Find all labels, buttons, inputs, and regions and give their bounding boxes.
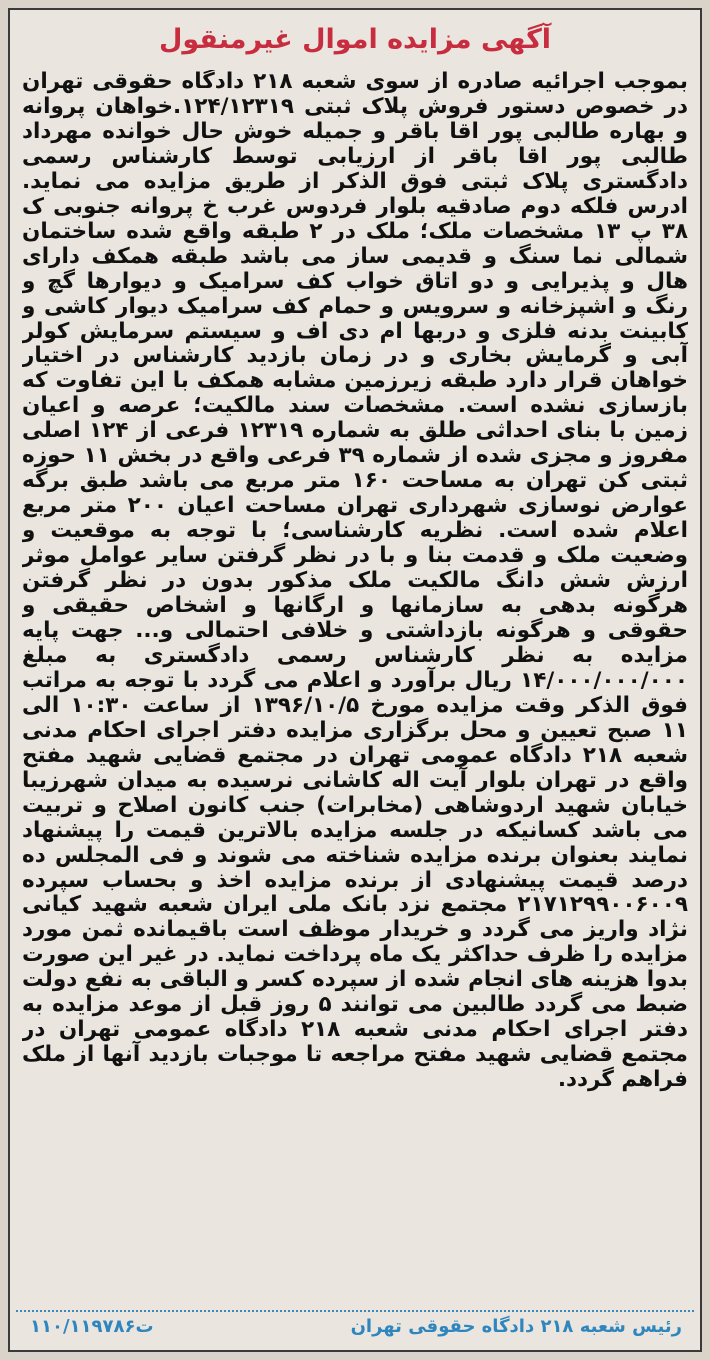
notice-body [22,70,688,1295]
notice-code: ۱۱۰/۱۱۹۷۸۶ت [30,1316,154,1337]
signature: رئیس شعبه ۲۱۸ دادگاه حقوقی تهران [350,1316,682,1337]
footer-divider [16,1310,694,1312]
newspaper-notice [8,8,702,1352]
notice-title: آگهی مزایده اموال غیرمنقول [158,24,552,55]
notice-footer [20,1314,690,1342]
notice-body-text: بموجب اجرائیه صادره از سوی شعبه ۲۱۸ دادگاه حقوقی تهران در خصوص دستور فروش پلاک ثبتی ۱۲۴/۱۲۳۱۹.خواهان پروانه و بهاره طالبی پور اقا باقر و جمیله خوش حال خوانده مهرداد طالبی پور اقا باقر از ارزیابی توسط کارشناس رسمی دادگستری پلاک ثبتی فوق الذکر از طریق مزایده می نماید. ادرس فلکه دوم صادقیه بلوار فردوس غرب خ پروانه جنوبی ک ۳۸ پ ۱۳ مشخصات ملک؛ ملک در ۲ طبقه واقع شده ساختمان شمالی نما سنگ و قدیمی ساز می باشد طبقه همکف دارای هال و پذیرایی و دو اتاق خواب کف سرامیک و دیوارها گچ و رنگ و اشپزخانه و سرویس و حمام کف سرامیک دیوار کاشی و کابینت بدنه فلزی و دربها ام دی اف و سیستم سرمایش کولر آبی و گرمایش بخاری و در زمان بازدید کارشناس در اختیار خواهان قرار دارد طبقه زیرزمین مشابه همکف با این تفاوت که بازسازی نشده است. مشخصات سند مالکیت؛ عرصه و اعیان زمین با بنای احداثی طلق به شماره ۱۲۳۱۹ فرعی از ۱۲۴ اصلی مفروز و مجزی شده از شماره ۳۹ فرعی واقع در بخش ۱۱ حوزه ثبتی کن تهران به مساحت ۱۶۰ متر مربع می باشد طبق برگه عوارض نوسازی شهرداری تهران مساحت اعیان ۲۰۰ متر مربع اعلام شده است. نظریه کارشناسی؛ با توجه به موقعیت و وضعیت ملک و قدمت بنا و با در نظر گرفتن سایر عوامل موثر ارزش شش دانگ مالکیت ملک مذکور بدون در نظر گرفتن هرگونه بدهی به سازمانها و ارگانها و اشخاص حقیقی و حقوقی و هرگونه بازداشتی و خلافی احتمالی و... جهت پایه مزایده به نظر کارشناس رسمی دادگستری به مبلغ ۱۴/۰۰۰/۰۰۰/۰۰۰ ریال برآورد و اعلام می گردد با توجه به مراتب فوق الذکر وقت مزایده مورخ ۱۳۹۶/۱۰/۵ از ساعت ۱۰:۳۰ الی ۱۱ صبح تعیین و محل برگزاری مزایده دفتر اجرای احکام مدنی شعبه ۲۱۸ دادگاه عمومی تهران در مجتمع قضایی شهید مفتح واقع در تهران بلوار آیت اله کاشانی نرسیده به میدان شهرزیبا خیابان شهید اردوشاهی (مخابرات) جنب کانون اصلاح و تربیت می باشد کسانیکه در جلسه مزایده بالاترین قیمت را پیشنهاد نمایند بعنوان برنده مزایده شناخته می شوند و فی المجلس ده درصد قیمت پیشنهادی از برنده مزایده اخذ و بحساب سپرده ۲۱۷۱۲۹۹۰۰۶۰۰۹ مجتمع نزد بانک ملی ایران شعبه شهید کیانی نژاد واریز می گردد و خریدار موظف است باقیمانده ثمن مورد مزایده را ظرف حداکثر یک ماه پرداخت نماید. در غیر این صورت بدوا هزینه های انجام شده از سپرده کسر و الباقی به نفع دولت ضبط می گردد طالبین می توانند ۵ روز قبل از موعد مزایده به دفتر اجرای احکام مدنی شعبه ۲۱۸ دادگاه عمومی تهران در مجتمع قضایی شهید مفتح مراجعه تا موجبات بازدید آنها از ملک فراهم گردد. [22,70,688,1093]
